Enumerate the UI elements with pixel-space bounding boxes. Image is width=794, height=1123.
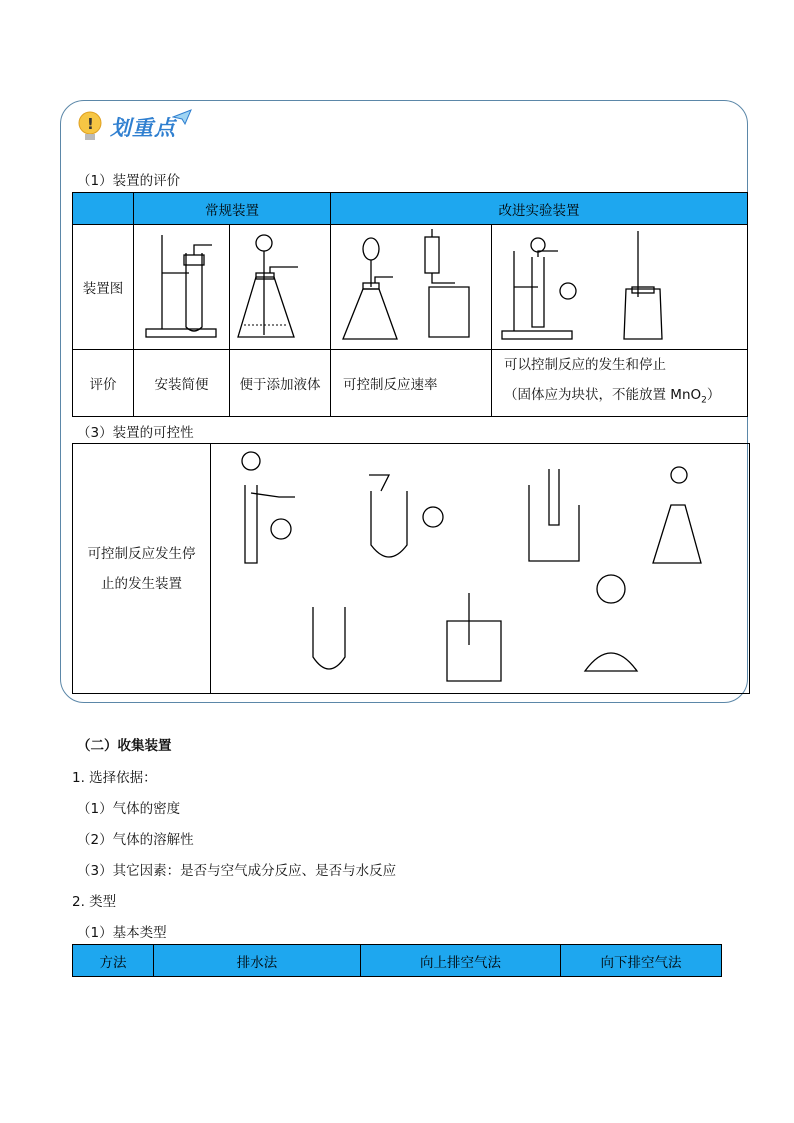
fig-test-tube-stand: [134, 225, 230, 350]
header-water-displacement: 排水法: [154, 945, 361, 977]
collection-methods-table: [72, 944, 722, 977]
fig-separatory-funnel-syringe: [331, 225, 492, 350]
basis-solubility: （2）气体的溶解性: [77, 832, 194, 848]
basis-other: （3）其它因素：是否与空气成分反应、是否与水反应: [77, 863, 397, 879]
types-heading: 2. 类型: [72, 894, 117, 910]
test-tube-stand-diagram: [134, 227, 229, 347]
collection-title: （二）收集装置: [77, 738, 172, 754]
header-blank: [73, 193, 134, 225]
header-method: 方法: [73, 945, 154, 977]
funnel-flask-diagram: [230, 227, 330, 347]
header-conventional: 常规装置: [134, 193, 331, 225]
section-title-evaluation: （1）装置的评价: [77, 173, 181, 189]
device-evaluation-table: [72, 192, 748, 417]
basis-heading: 1. 选择依据：: [72, 770, 157, 786]
eval-control-rate: 可控制反应速率: [331, 350, 492, 417]
eval-easy-setup: 安装简便: [134, 350, 230, 417]
eval-control-start-stop: [492, 350, 748, 417]
basic-types-heading: （1）基本类型: [77, 925, 167, 941]
header-downward-air: 向下排空气法: [561, 945, 722, 977]
controllability-label-line1: 可控制反应发生停: [87, 545, 196, 562]
separatory-funnel-syringe-diagram: [331, 227, 491, 347]
controllability-label: [73, 444, 211, 694]
paper-plane-icon: [172, 109, 192, 125]
fig-controllable-devices: [492, 225, 748, 350]
eval-last-line2: （固体应为块状，不能放置 MnO$_2$）: [504, 387, 721, 406]
badge-title: 划重点: [110, 116, 176, 140]
section-title-controllability: （3）装置的可控性: [77, 425, 194, 441]
header-upward-air: 向上排空气法: [361, 945, 561, 977]
lightbulb-icon: [76, 110, 104, 144]
row-label-evaluation: 评价: [73, 350, 134, 417]
eval-easy-add-liquid: 便于添加液体: [230, 350, 331, 417]
controllable-generators-diagram: [211, 445, 749, 693]
fig-funnel-flask: [230, 225, 331, 350]
controllable-devices-diagram: [492, 227, 747, 347]
controllable-devices-figure: [211, 444, 750, 694]
eval-last-line1: 可以控制反应的发生和停止: [504, 357, 666, 373]
controllability-table: [72, 443, 750, 694]
key-points-badge: [76, 110, 192, 144]
row-label-diagram: 装置图: [73, 225, 134, 350]
controllability-label-line2: 止的发生装置: [101, 575, 182, 592]
header-improved: 改进实验装置: [331, 193, 748, 225]
basis-density: （1）气体的密度: [77, 801, 181, 817]
svg-text:!: !: [87, 115, 94, 133]
